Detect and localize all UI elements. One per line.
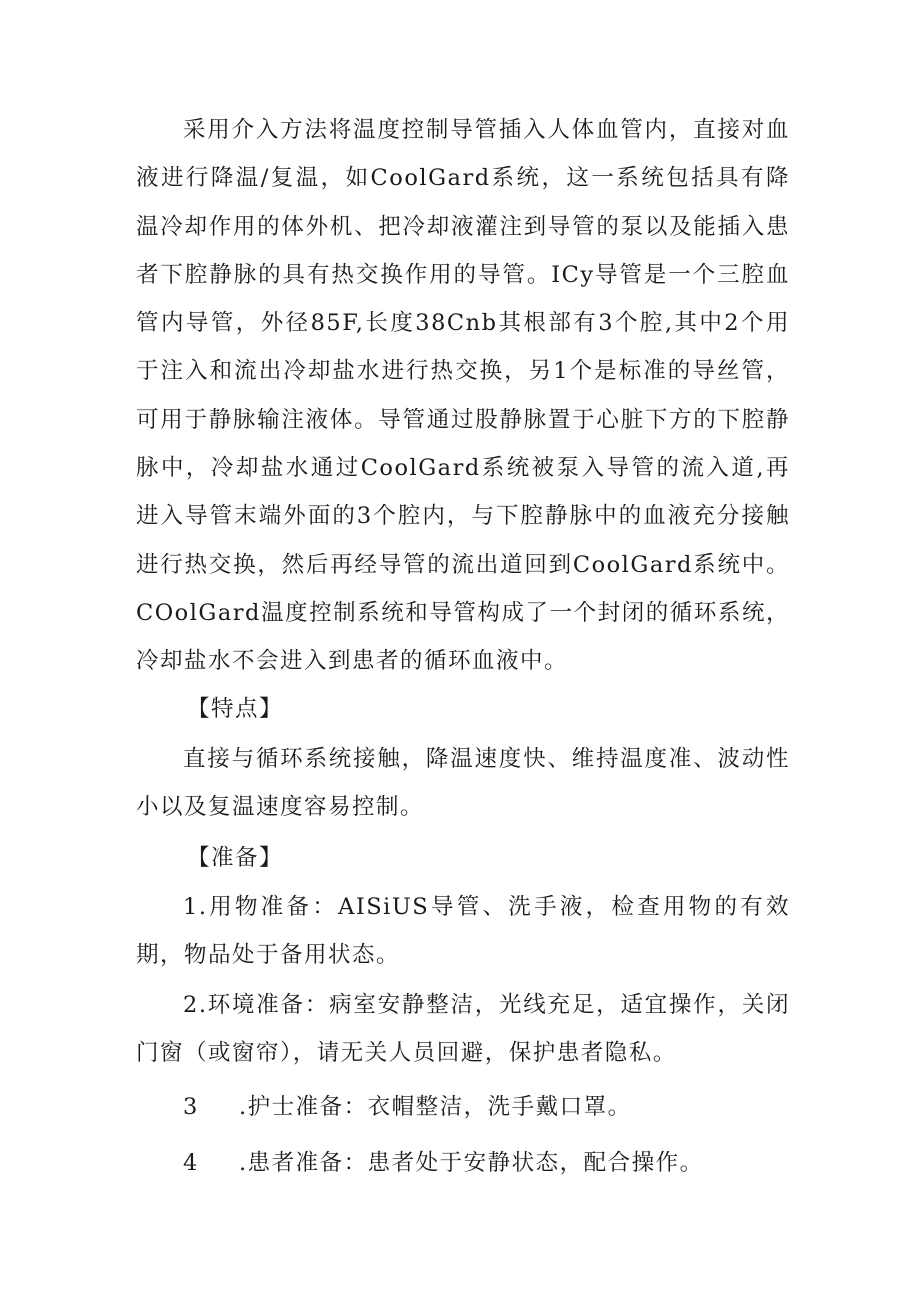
prep-item-2: 2.环境准备：病室安静整洁，光线充足，适宜操作，关闭门窗（或窗帘），请无关人员回避，保护患者隐私。: [136, 992, 790, 1067]
preparation-heading: 【准备】: [187, 845, 284, 871]
prep-item-1: 1.用物准备：AISiUS导管、洗手液，检查用物的有效期，物品处于备用状态。: [136, 894, 790, 969]
features-paragraph: 直接与循环系统接触，降温速度快、维持温度准、波动性小以及复温速度容易控制。: [136, 746, 790, 821]
features-heading: 【特点】: [187, 696, 284, 722]
prep-item-3: [183, 1083, 632, 1131]
prep-item-4-number: 4: [183, 1150, 199, 1176]
prep-item-4-text: .患者准备：患者处于安静状态，配合操作。: [239, 1150, 704, 1176]
prep-item-4: [183, 1139, 704, 1187]
prep-item-3-text: .护士准备：衣帽整洁，洗手戴口罩。: [239, 1094, 632, 1120]
intro-paragraph: 采用介入方法将温度控制导管插入人体血管内，直接对血液进行降温/复温，如CoolGard系统，这一系统包括具有降温冷却作用的体外机、把冷却液灌注到导管的泵以及能插入患者下腔静脉的具有热交换作用的导管。ICy导管是一个三腔血管内导管，外径85F,长度38Cnb其根部有3个腔,其中2个用于注入和流出冷却盐水进行热交换，另1个是标准的导丝管，可用于静脉输注液体。导管通过股静脉置于心脏下方的下腔静脉中，冷却盐水通过CoolGard系统被泵入导管的流入道,再进入导管末端外面的3个腔内，与下腔静脉中的血液充分接触进行热交换，然后再经导管的流出道回到CoolGard系统中。COolGard温度控制系统和导管构成了一个封闭的循环系统，冷却盐水不会进入到患者的循环血液中。: [136, 117, 790, 675]
prep-item-3-number: 3: [183, 1094, 199, 1120]
